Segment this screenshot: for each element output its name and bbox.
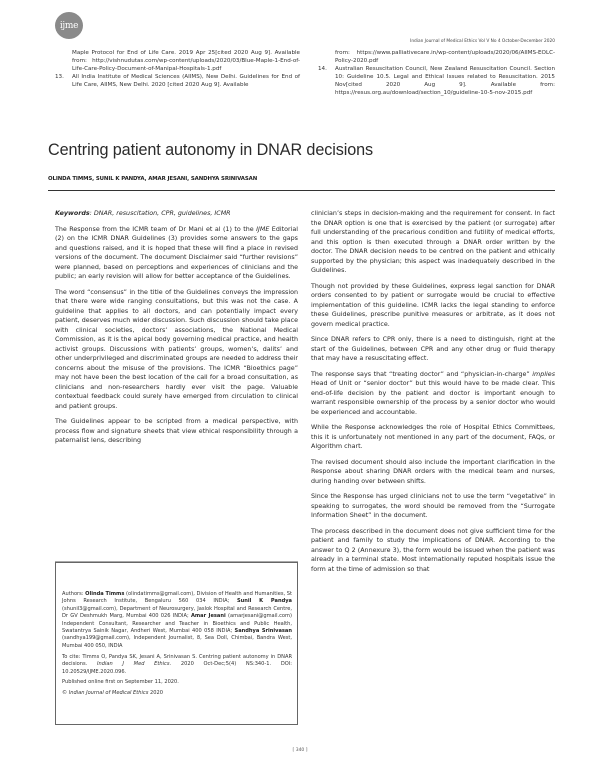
paragraph: Since the Response has urged clinicians not to use the term “vegetative” in speaking to surrogates, the word should be removed from the “Surrogate Information Sheet” in the document. [311,493,555,519]
author-affiliation: (sandhya199@gmail.com), Independent Journalist, 8, Sea Doll, Chimbai, Bandra West, Mumbai 400 050, INDIA [62,635,292,649]
paragraph: While the Response acknowledges the role of Hospital Ethics Committees, this it is unfortunately not mentioned in any part of the document, FAQs, or Algorithm chart. [311,424,555,450]
paragraph-text: Editorial (2) on the ICMR DNAR Guidelines (3) provides some answers to the gaps and questions raised, and it is hoped that these will find a place in revised versions of the document. The document Disclaimer said “further revisions” were planned, based on perceptions and experiences of clinicians and the public; an early revision will allow for better acceptance of the Guidelines. [55,225,298,280]
article-authors: OLINDA TIMMS, SUNIL K PANDYA, AMAR JESANI, SANDHYA SRINIVASAN [48,176,258,182]
journal-logo [55,12,83,39]
author-name: Sunil K Pandya [236,598,292,605]
title-divider [48,190,555,191]
keywords-label: Keywords [55,210,90,217]
reference-text: from: https://www.palliativecare.in/wp-content/uploads/2020/06/AIIMS-EOLC-Policy-2020.pdf [335,50,555,64]
copyright-year: 2020 [148,690,163,697]
paragraph-text: The response says that “treating doctor” and “physician-in-charge” [311,370,533,378]
paragraph: The process described in the document does not give sufficient time for the patient and family to study the implications of DNAR. According to the answer to Q 2 (Annexure 3), the form would be issued when the patient was already in a terminal state. Most internationally reputed hospitals issue the form at the time of admission so that [311,527,555,573]
logo-text: ijme [59,20,79,31]
paragraph [311,370,555,418]
emphasis: implies [532,370,555,378]
author-name: Olinda Timms [85,591,125,597]
journal-abbrev: IJME [256,225,270,233]
reference-text: All India Institute of Medical Sciences (AIIMS), New Delhi. Guidelines for End of Life Care, AIIMS, New Delhi. 2020 [cited 2020 Aug 9]. Available [72,74,300,88]
paragraph: The revised document should also include the important clarification in the Response about sharing DNAR orders with the medical team and nurses, during handing over between shifts. [311,458,555,485]
author-affiliation: (olindatimms@gmail.com), Division of Health and Humanities, St Johns Research Institute, Bengaluru 560 034 INDIA; [62,591,292,605]
page-number: [ 340 ] [292,748,308,753]
reference-item [318,65,555,97]
paragraph: The Guidelines appear to be scripted from a medical perspective, with process flow and signature sheets that view ethical responsibility through a paternalist lens, describing [55,418,298,444]
reference-text: Maple Protocol for End of Life Care. 2019 Apr 25[cited 2020 Aug 9]. Available from: http://vishnudutas.com/wp-content/uploads/2020/03/Blue-Maple-1-End-of-Life-Care-Policy-Document-of-Manipal-Hospitals-1.pdf [72,50,300,72]
author-name: Sandhya Srinivasan [234,628,292,635]
author-affiliation: (amarjesani@gmail.com) Independent Consultant, Researcher and Teacher in Bioethics and Public Health, Swatantrya Sainik Nagar, Andheri West, Mumbai 400 058 INDIA; [62,613,292,635]
body-column-right [311,209,555,580]
reference-item [318,49,555,65]
copyright-journal: Indian Journal of Medical Ethics [68,690,149,697]
journal-running-header: Indian Journal of Medical Ethics Vol V No 4 October-December 2020 [410,39,555,44]
paragraph [55,225,298,282]
references-left [55,49,300,89]
reference-text: Australian Resuscitation Council, New Zealand Resuscitation Council. Section 10: Guideline 10.5. Legal and Ethical Issues related to Resuscitation. 2015 Nov[cited 2020 Aug 9]. Available from: https://resus.org.au/download/section_10/guideline-10-5-nov-2015.pdf [335,66,555,96]
author-affiliations [62,591,292,650]
author-name: Amar Jesani [190,613,226,620]
citation-journal: Indian J Med Ethics [97,661,170,668]
citation [62,654,292,676]
paragraph-text: The Response from the ICMR team of Dr Mani et al (1) to the [55,225,257,233]
citation-text: To cite: Timms O, Pandya SK, Jesani A, Srinivasan S. Centring patient autonomy in DNAR decisions. [62,653,292,668]
citation-text: . 2020 Oct-Dec;5(4) NS:340-1. DOI: 10.20529/IJME.2020.096. [62,661,292,675]
paragraph: clinician’s steps in decision-making and the requirement for consent. In fact the DNAR option is one that is exercised by the patient (or surrogate) after full understanding of the precarious condition and futility of medical efforts, and this option is then executed through a DNAR order written by the doctor. The DNAR decision needs to be centred on the patient and ethically supported by the physician; this aspect was inadequately described in the Guidelines. [311,210,555,274]
article-title: Centring patient autonomy in DNAR decisions [48,141,374,159]
keywords [55,209,298,219]
reference-number: 13. [55,74,64,80]
reference-item [55,49,300,73]
paragraph-text: Head of Unit or “senior doctor” but this would have to be made clear. This end-of-life decision by the patient and doctor is important enough to warrant responsible ownership of the process by a senior doctor who would be experienced and accountable. [311,380,555,416]
author-info-box [55,562,298,725]
paragraph: Since DNAR refers to CPR only, there is a need to distinguish, right at the start of the Guidelines, between CPR and any other drug or fluid therapy that may have a resuscitating effect. [311,336,555,362]
body-column-left [55,209,298,452]
published-date: Published online first on September 11, 2020. [62,679,179,686]
copyright-icon: © [62,690,69,697]
reference-item [55,73,300,89]
author-affiliation: (shunil3@gmail.com), Department of Neurosurgery, Jaslok Hospital and Research Centre, Dr GV Deshmukh Marg, Mumbai 400 026 INDIA; [62,605,292,620]
reference-number: 14. [318,66,327,72]
paragraph: The word “consensus” in the title of the Guidelines conveys the impression that there were wide ranging consultations, but this was not the case. A guideline that applies to all doctors, and can potentially impact every patient, deserves much wider discussion. Such discussion should take place with clinical societies, doctors’ associations, the National Medical Commission, as it is the apical body governing medical practice, and health activist groups. Discussions with patients’ groups, women’s, dalits’ and other underprivileged and discriminated groups are needed to address their concerns about the misuse of the provisions. The ICMR “Bioethics page” may not have been the best location of the call for a broad consultation, as clinicians and non-researchers hardly ever visit the page. Valuable contextual feedback could surely have emerged from circulation to clinical and patient groups. [55,288,298,410]
references-right [318,49,555,97]
copyright [62,690,292,697]
authors-label: Authors: [62,591,86,597]
paragraph: Though not provided by these Guidelines, express legal sanction for DNAR orders consented to by patient or surrogate would be crucial to effective implementation of this guideline. ICMR lacks the legal standing to enforce these Guidelines, prescribe punitive measures or arbitrate, as it does not govern medical practice. [311,282,555,328]
keywords-list: : DNAR, resuscitation, CPR, guidelines, ICMR [89,210,231,217]
